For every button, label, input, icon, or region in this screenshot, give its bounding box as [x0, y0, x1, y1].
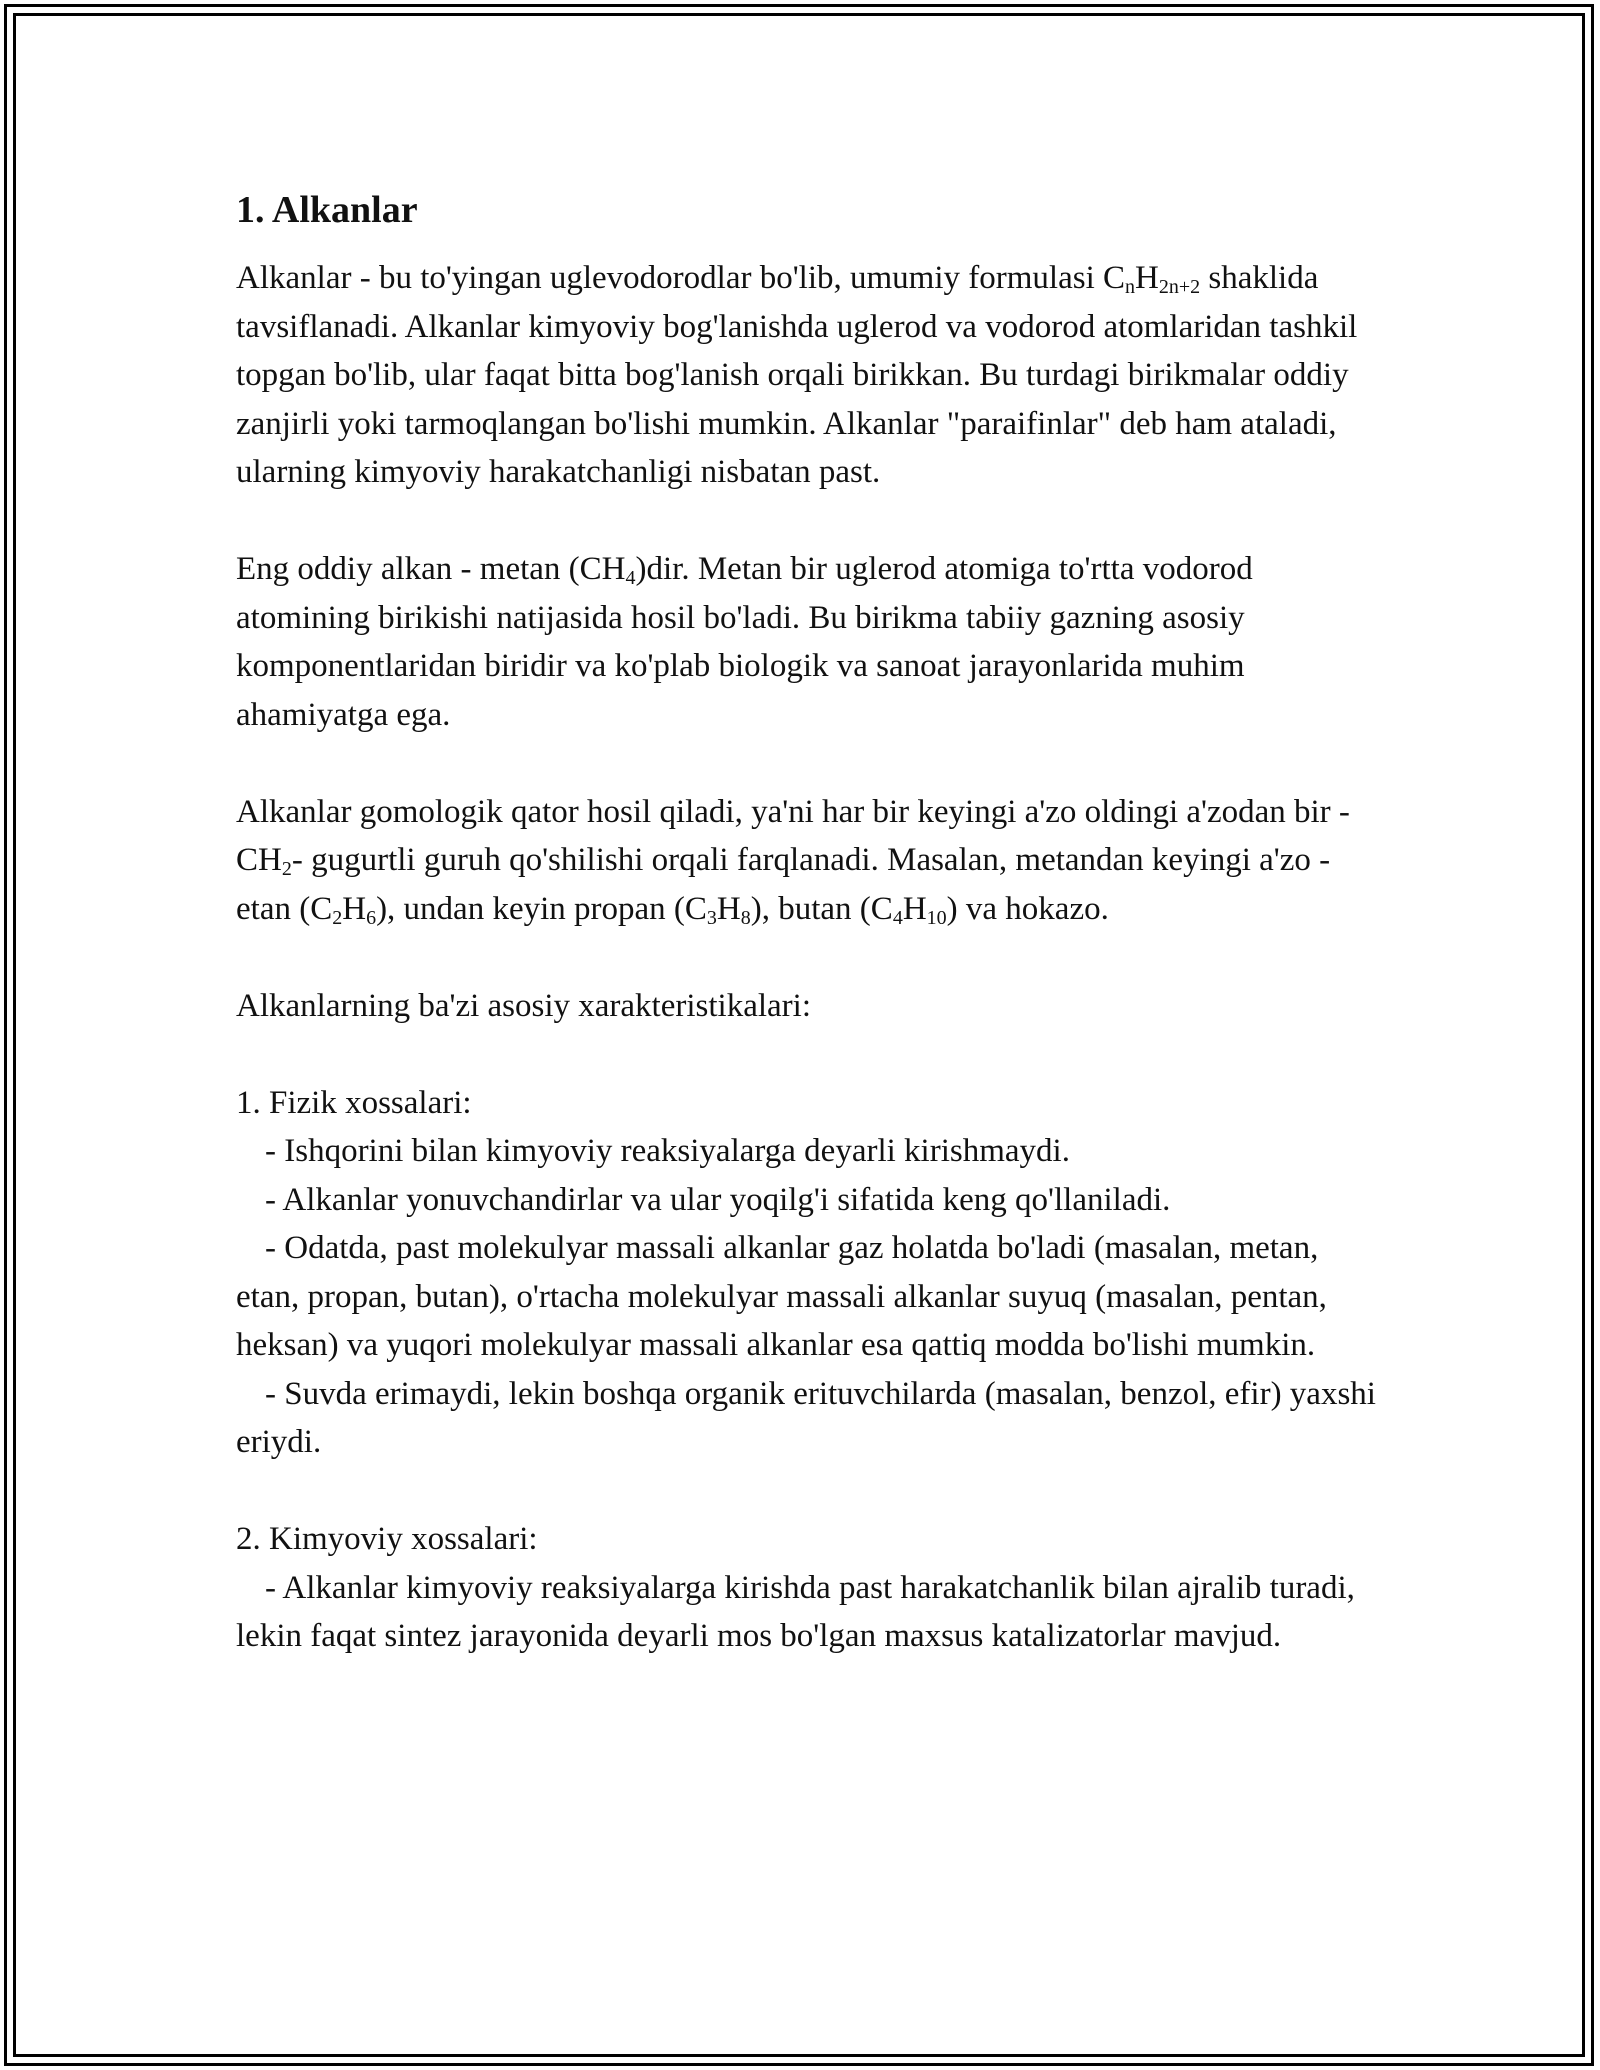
document-body	[236, 186, 1386, 1661]
list-item-text: - Alkanlar kimyoviy reaksiyalarga kirishda past harakatchanlik bilan ajralib turadi, lekin faqat sintez jarayonida deyarli mos bo'lgan maxsus katalizatorlar mavjud.	[236, 1569, 1355, 1654]
list-item	[236, 1564, 1386, 1661]
text-run: H	[1135, 260, 1159, 296]
text-run: )dir. Metan bir uglerod atomiga to'rtta vodorod atomining birikishi natijasida hosil bo'ladi. Bu birikma tabiiy gazning asosiy komponentlaridan biridir va ko'plab biologik va sanoat jarayonlarida muhim ahamiyatga ega.	[236, 551, 1253, 733]
text-run: Eng oddiy alkan - metan (CH	[236, 551, 626, 587]
list-item	[236, 1224, 1386, 1370]
subscript: 3	[706, 906, 717, 929]
subscript: 8	[740, 906, 751, 929]
text-run: ) va hokazo.	[946, 890, 1109, 927]
text-run: ), butan (C	[750, 890, 893, 927]
paragraph-gap	[236, 1030, 1386, 1079]
subscript: 10	[926, 906, 947, 929]
paragraph-definition	[236, 254, 1386, 497]
subscript: 4	[892, 906, 903, 929]
paragraph-gap	[236, 933, 1386, 982]
section-title: 2. Kimyoviy xossalari:	[236, 1521, 538, 1557]
paragraph-gap	[236, 739, 1386, 788]
list-item: - Ishqorini bilan kimyoviy reaksiyalarga deyarli kirishmaydi.	[265, 1133, 1070, 1169]
list-item: - Alkanlar yonuvchandirlar va ular yoqilg'i sifatida keng qo'llaniladi.	[265, 1181, 1171, 1218]
text-run: - gugurtli guruh qo'shilishi orqali farqlanadi. Masalan, metandan keyingi a'zo - etan (C	[236, 842, 1331, 927]
paragraph-characteristics-intro: Alkanlarning ba'zi asosiy xarakteristikalari:	[236, 987, 812, 1024]
subscript: 2	[332, 906, 343, 929]
text-run: shaklida tavsiflanadi. Alkanlar kimyoviy bog'lanishda uglerod va vodorod atomlaridan tashkil topgan bo'lib, ular faqat bitta bog'lanish orqali birikkan. Bu turdagi birikmalar oddiy zanjirli yoki tarmoqlangan bo'lishi mumkin. Alkanlar "paraifinlar" deb ham ataladi, ularning kimyoviy harakatchanligi nisbatan past.	[236, 260, 1358, 490]
paragraph-homologous-series	[236, 788, 1386, 934]
text-run: ), undan keyin propan (C	[376, 890, 707, 927]
subscript: n	[1125, 276, 1136, 298]
subscript: 2	[281, 858, 292, 880]
text-run: Alkanlar - bu to'yingan uglevodorodlar bo'lib, umumiy formulasi C	[236, 260, 1126, 296]
text-run: H	[716, 890, 741, 927]
text-run: H	[342, 890, 367, 927]
subscript: 6	[366, 906, 377, 929]
text-run: H	[902, 890, 927, 927]
list-item-text: - Odatda, past molekulyar massali alkanlar gaz holatda bo'ladi (masalan, metan, etan, propan, butan), o'rtacha molekulyar massali alkanlar suyuq (masalan, pentan, heksan) va yuqori molekulyar massali alkanlar esa qattiq modda bo'lishi mumkin.	[236, 1230, 1327, 1363]
list-item-text: - Suvda erimaydi, lekin boshqa organik erituvchilarda (masalan, benzol, efir) yaxshi eriydi.	[236, 1375, 1376, 1460]
section-heading: 1. Alkanlar	[236, 189, 418, 231]
section-title: 1. Fizik xossalari:	[236, 1084, 472, 1121]
list-item	[236, 1370, 1386, 1467]
subscript: 2n+2	[1158, 276, 1201, 298]
paragraph-gap	[236, 497, 1386, 546]
text-run: Alkanlar gomologik qator hosil qiladi, ya'ni har bir keyingi a'zo oldingi a'zodan bir -CH	[236, 793, 1350, 878]
subscript: 4	[625, 567, 636, 589]
paragraph-methane	[236, 545, 1386, 739]
section-physical-properties	[236, 1079, 1386, 1467]
paragraph-gap	[236, 1467, 1386, 1516]
section-chemical-properties	[236, 1515, 1386, 1661]
